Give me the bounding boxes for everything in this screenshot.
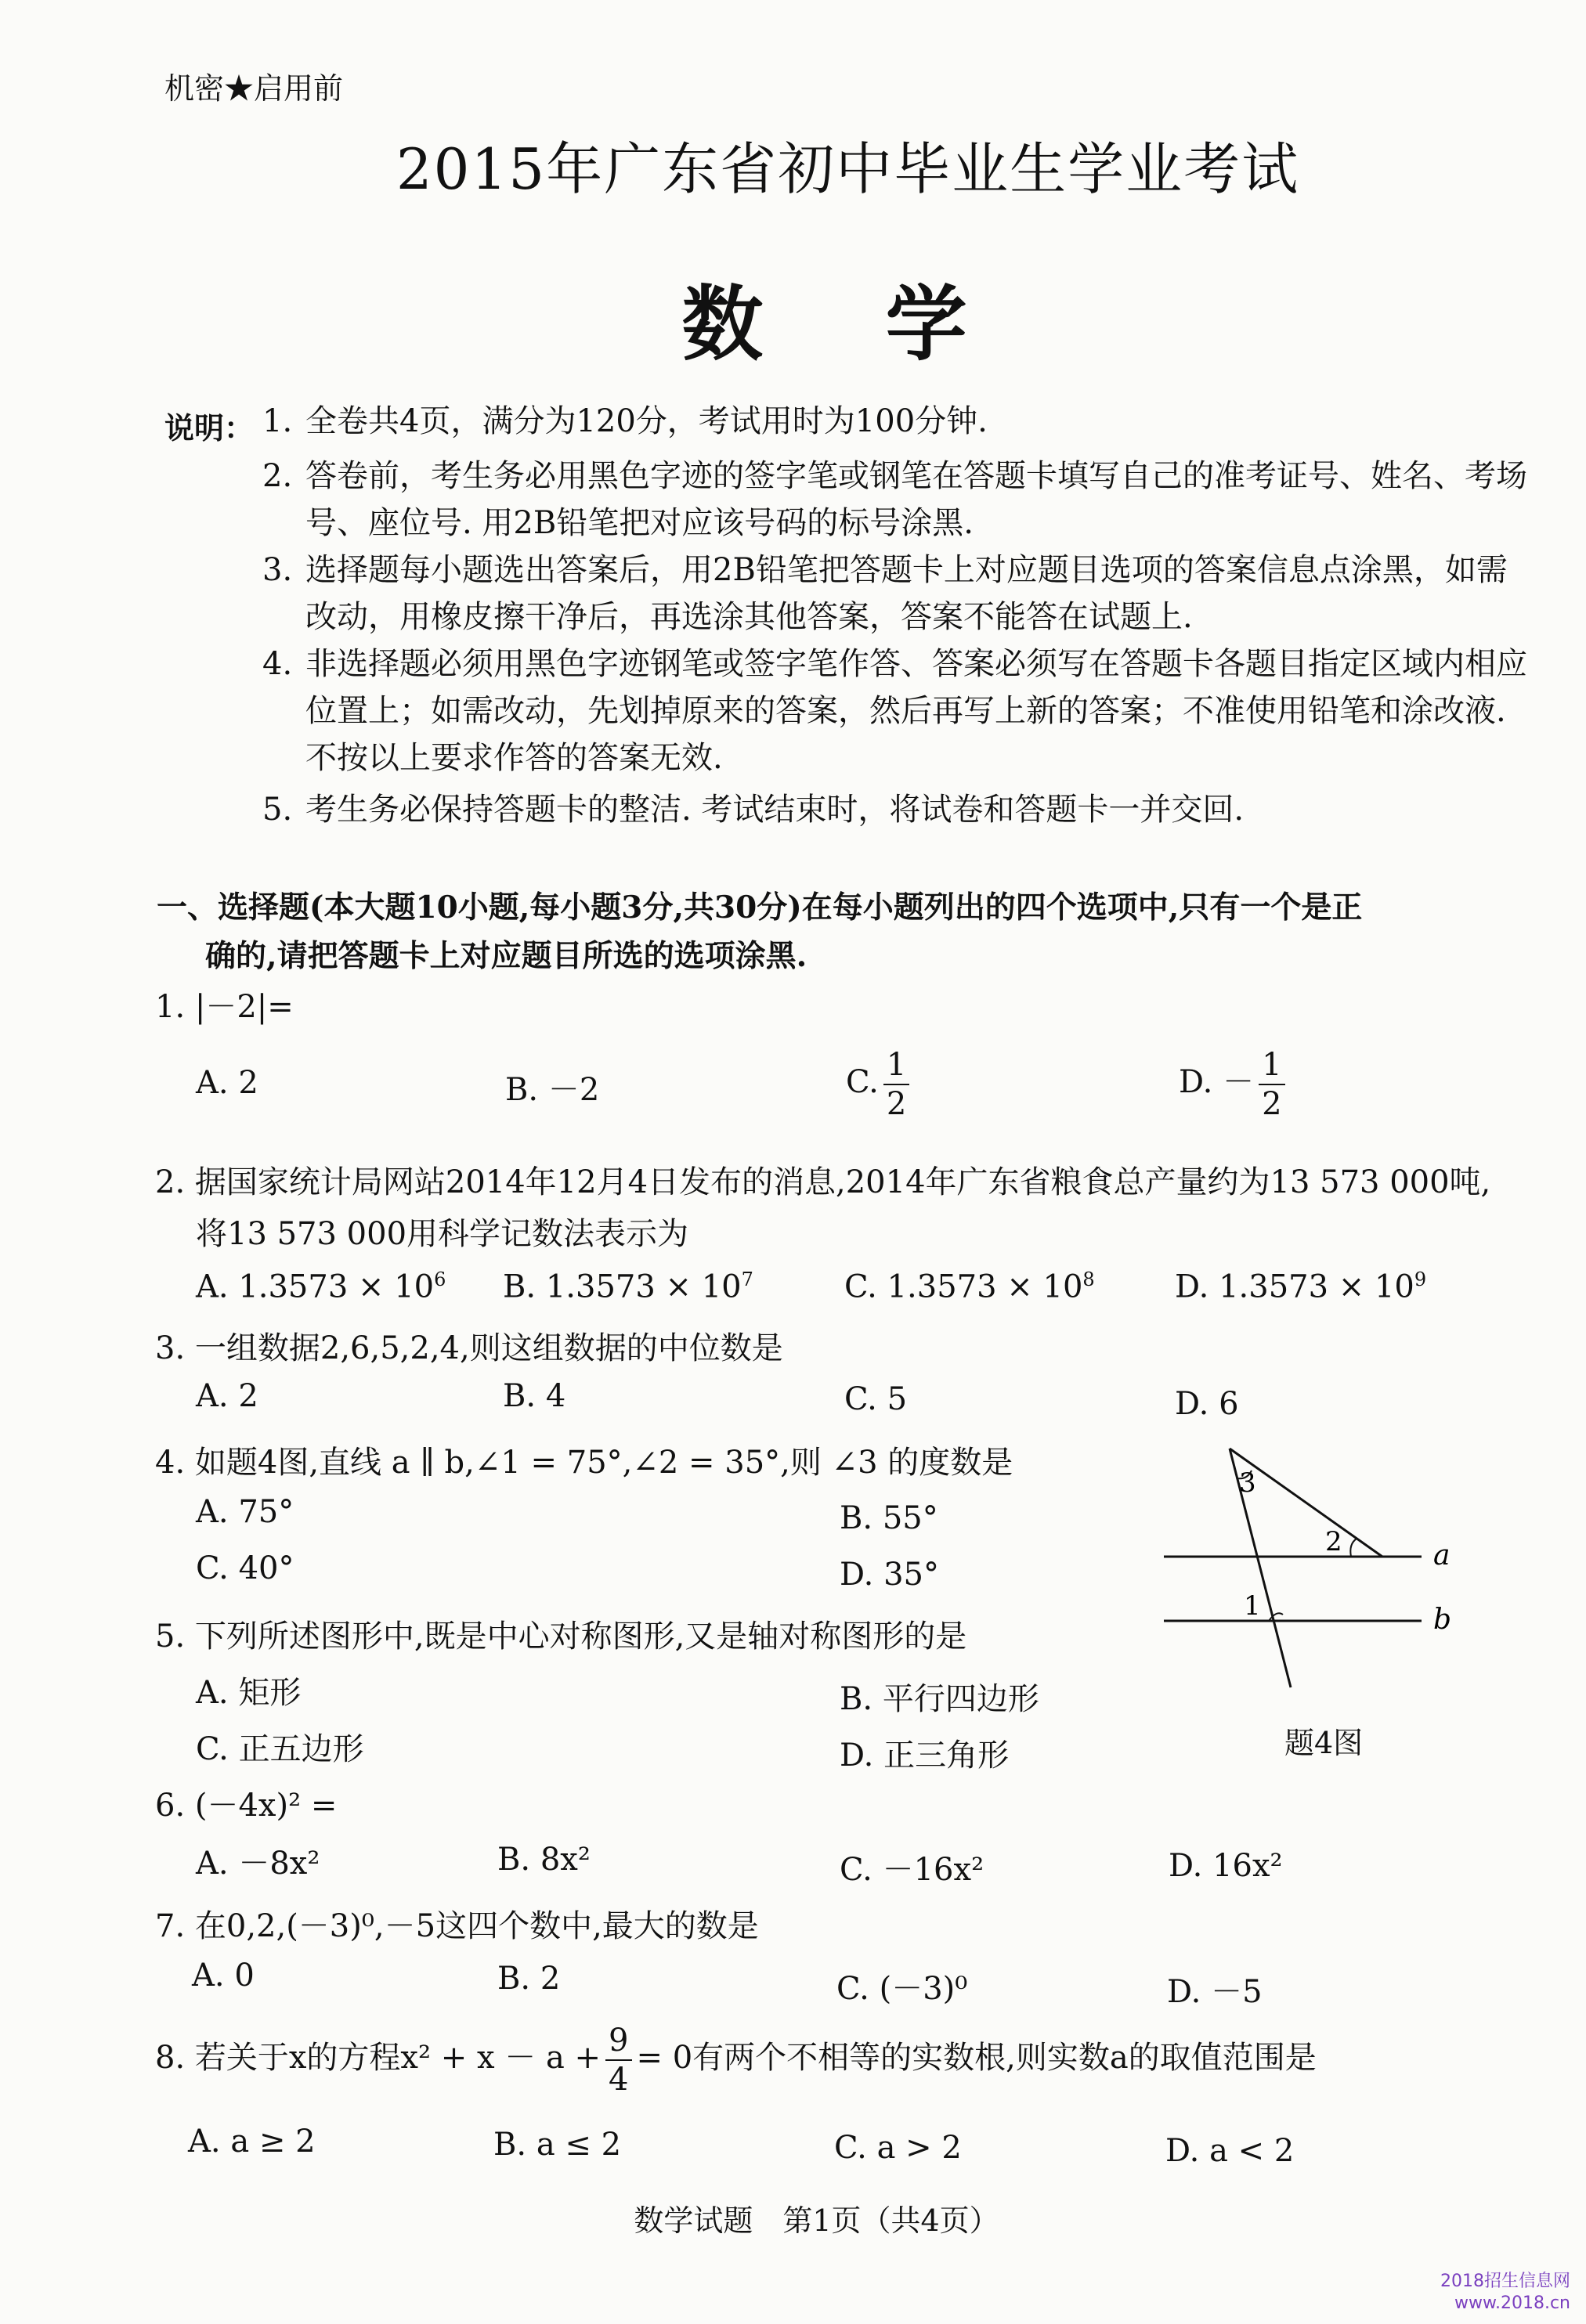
question-2-line-1: 2. 据国家统计局网站2014年12月4日发布的消息,2014年广东省粮食总产量约为13 573 000吨, (155, 1164, 1491, 1200)
question-5-stem: 5. 下列所述图形中,既是中心对称图形,又是轴对称图形的是 (155, 1618, 967, 1655)
q1-d-denominator: 2 (1262, 1086, 1282, 1122)
q8-stem-post: = 0有两个不相等的实数根,则实数a的取值范围是 (636, 2040, 1317, 2076)
angle-2-label: 2 (1325, 1526, 1342, 1557)
q5-option-d: D. 正三角形 (840, 1738, 1010, 1774)
q7-option-a: A. 0 (192, 1958, 255, 1994)
note-num: 5. (262, 792, 293, 828)
q1-option-a: A. 2 (196, 1065, 258, 1101)
page-footer: 数学试题 第1页（共4页） (634, 2203, 999, 2238)
q7-option-d: D. －5 (1167, 1974, 1263, 2010)
note-num: 2. (262, 458, 293, 494)
note-text: 非选择题必须用黑色字迹钢笔或签字笔作答、答案必须写在答题卡各题目指定区域内相应位置上；如需改动，先划掉原来的答案，然后再写上新的答案；不准使用铅笔和涂改液. 不按以上要求作答的答案无效. (305, 646, 1527, 776)
q6-option-d: D. 16x² (1169, 1848, 1283, 1884)
watermark-line-2: www.2018.cn (1454, 2293, 1570, 2313)
q8-option-c: C. a > 2 (834, 2130, 962, 2166)
notes-label: 说明： (164, 410, 255, 446)
note-text: 全卷共4页，满分为120分，考试用时为100分钟. (305, 403, 988, 439)
q2-d-exponent: 9 (1414, 1268, 1427, 1290)
q8-numerator: 9 (605, 2022, 631, 2061)
q1-d-label: D. － (1179, 1064, 1255, 1100)
q5-option-c: C. 正五边形 (196, 1731, 364, 1767)
q8-option-b: B. a ≤ 2 (493, 2127, 622, 2163)
q6-option-a: A. －8x² (196, 1846, 320, 1882)
note-item-4 (262, 641, 1531, 781)
note-item-1 (262, 398, 1531, 445)
q8-option-d: D. a < 2 (1165, 2133, 1295, 2169)
q2-option-d (1175, 1268, 1426, 1305)
question-4-stem: 4. 如题4图,直线 a ∥ b,∠1 = 75°,∠2 = 35°,则 ∠3 的度数是 (155, 1445, 1013, 1481)
section-heading (157, 883, 1535, 980)
q4-option-d: D. 35° (840, 1557, 939, 1593)
q5-option-a: A. 矩形 (196, 1675, 302, 1711)
angle-2-arc (1350, 1539, 1357, 1557)
note-num: 1. (262, 403, 293, 439)
q2-c-exponent: 8 (1082, 1268, 1095, 1290)
q4-option-a: A. 75° (196, 1494, 294, 1530)
q3-option-b: B. 4 (503, 1378, 566, 1414)
q3-option-c: C. 5 (844, 1381, 908, 1417)
q8-denominator: 4 (609, 2062, 629, 2098)
q4-option-c: C. 40° (196, 1550, 294, 1586)
q2-option-c (844, 1268, 1095, 1305)
line-a-label: a (1433, 1539, 1451, 1572)
q1-c-denominator: 2 (886, 1086, 907, 1122)
q2-b-text: B. 1.3573 × 10 (503, 1268, 742, 1305)
figure-4-caption: 题4图 (1284, 1726, 1364, 1760)
q5-option-b: B. 平行四边形 (840, 1681, 1039, 1717)
q1-option-d (1179, 1046, 1290, 1123)
q1-c-numerator: 1 (883, 1046, 909, 1085)
q7-option-b: B. 2 (497, 1961, 561, 1997)
q1-d-numerator: 1 (1259, 1046, 1284, 1085)
q1-option-c (846, 1046, 914, 1123)
q6-option-b: B. 8x² (497, 1842, 591, 1878)
q3-option-d: D. 6 (1175, 1386, 1239, 1422)
question-8-stem (155, 2022, 1317, 2098)
watermark-line-1: 2018招生信息网 (1440, 2272, 1570, 2291)
exam-title: 2015年广东省初中毕业生学业考试 (396, 136, 1300, 202)
section-line-1: 一、选择题(本大题10小题,每小题3分,共30分)在每小题列出的四个选项中,只有一个是正 (157, 890, 1363, 926)
note-text: 选择题每小题选出答案后，用2B铅笔把答题卡上对应题目选项的答案信息点涂黑，如需改动，用橡皮擦干净后，再选涂其他答案，答案不能答在试题上. (305, 552, 1508, 635)
q8-stem-pre: 8. 若关于x的方程x² + x － a + (155, 2040, 602, 2076)
q2-option-b (503, 1268, 753, 1305)
question-7-stem: 7. 在0,2,(－3)⁰,－5这四个数中,最大的数是 (155, 1908, 759, 1944)
q2-b-exponent: 7 (741, 1268, 753, 1290)
q1-c-label: C. (846, 1064, 879, 1100)
question-6-stem: 6. (－4x)² = (155, 1788, 338, 1824)
q2-d-text: D. 1.3573 × 10 (1175, 1268, 1414, 1305)
line-b-label: b (1433, 1604, 1452, 1636)
note-num: 4. (262, 646, 293, 682)
note-text: 答卷前，考生务必用黑色字迹的签字笔或钢笔在答题卡填写自己的准考证号、姓名、考场号、座位号. 用2B铅笔把对应该号码的标号涂黑. (305, 458, 1527, 541)
q3-option-a: A. 2 (196, 1378, 258, 1414)
q4-option-b: B. 55° (840, 1500, 938, 1536)
section-line-2: 确的,请把答题卡上对应题目所选的选项涂黑. (205, 938, 807, 974)
q8-option-a: A. a ≥ 2 (188, 2124, 316, 2160)
q6-option-c: C. －16x² (840, 1852, 984, 1888)
watermark (1440, 2271, 1570, 2315)
q2-a-text: A. 1.3573 × 10 (196, 1268, 435, 1305)
angle-1-label: 1 (1244, 1590, 1261, 1622)
note-text: 考生务必保持答题卡的整洁. 考试结束时，将试卷和答题卡一并交回. (305, 792, 1245, 828)
q7-option-c: C. (－3)⁰ (836, 1971, 968, 2007)
q2-c-text: C. 1.3573 × 10 (844, 1268, 1083, 1305)
subject-title: 数 学 (681, 276, 1014, 372)
question-1-stem: 1. |－2|= (155, 989, 294, 1025)
note-item-2 (262, 453, 1531, 547)
question-3-stem: 3. 一组数据2,6,5,2,4,则这组数据的中位数是 (155, 1330, 783, 1366)
confidential-mark: 机密★启用前 (164, 71, 344, 106)
q2-a-exponent: 6 (434, 1268, 446, 1290)
angle-3-label: 3 (1239, 1467, 1256, 1499)
note-item-3 (262, 547, 1531, 641)
q2-option-a (196, 1268, 446, 1305)
note-item-5 (262, 786, 1531, 833)
note-num: 3. (262, 552, 293, 588)
q1-option-b: B. －2 (505, 1072, 600, 1108)
question-2-line-2: 将13 573 000用科学记数法表示为 (196, 1216, 689, 1252)
figure-4-diagram (1151, 1433, 1480, 1707)
